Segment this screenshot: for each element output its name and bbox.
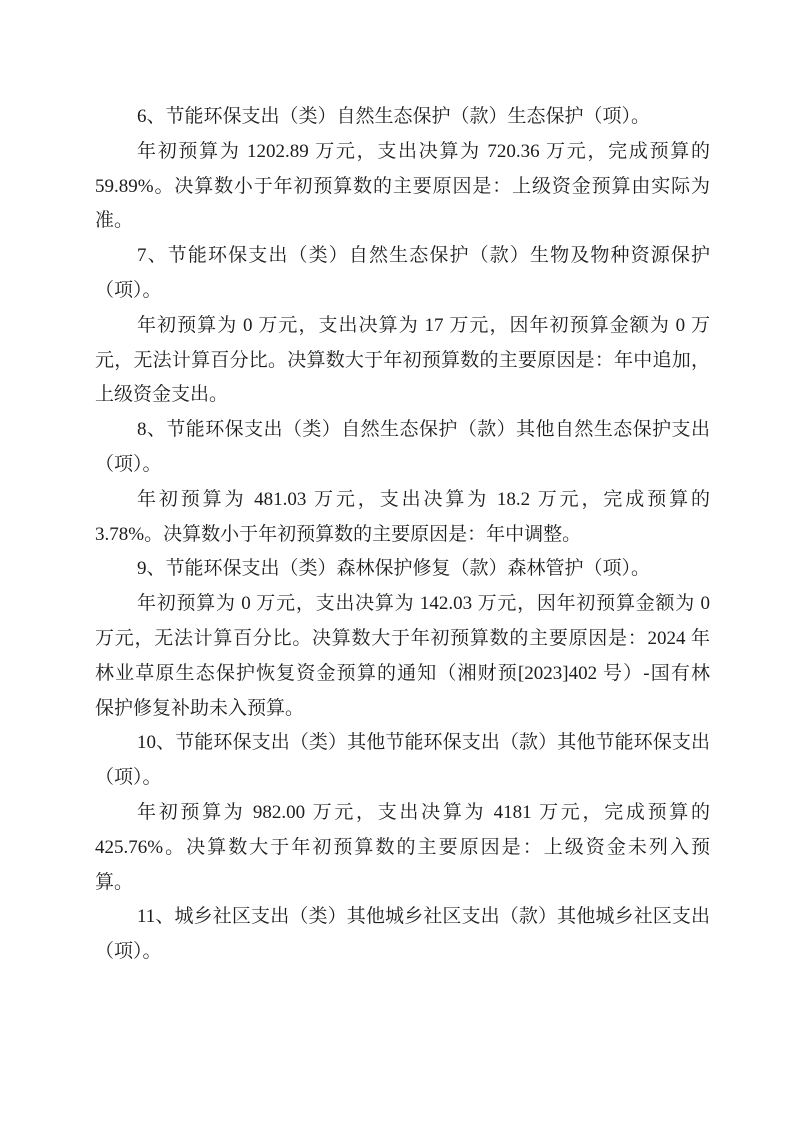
- text-line: 8、节能环保支出（类）自然生态保护（款）其他自然生态保护支出: [137, 419, 710, 441]
- text-line: 年初预算为 0 万元，支出决算为 142.03 万元，因年初预算金额为 0: [137, 593, 710, 615]
- text-line: （项）。: [95, 279, 162, 301]
- item-9-heading: [95, 552, 710, 587]
- text-line: （项）。: [95, 941, 162, 963]
- item-8-body: [95, 483, 710, 553]
- text-line: 6、节能环保支出（类）自然生态保护（款）生态保护（项）。: [137, 106, 651, 127]
- item-6-body: [95, 135, 710, 239]
- text-line: 年初预算为 0 万元，支出决算为 17 万元，因年初预算金额为 0 万: [137, 314, 710, 336]
- text-line: 上级资金支出。: [95, 384, 229, 406]
- text-line: （项）。: [95, 767, 162, 789]
- text-line: 10、节能环保支出（类）其他节能环保支出（款）其他节能环保支出: [137, 732, 710, 754]
- text-line: 年初预算为 481.03 万元，支出决算为 18.2 万元，完成预算的: [137, 488, 710, 510]
- item-10-body: [95, 796, 710, 900]
- text-line: 准。: [95, 210, 134, 232]
- text-line: 425.76%。决算数大于年初预算数的主要原因是：上级资金未列入预: [95, 836, 710, 858]
- text-line: 年初预算为 1202.89 万元，支出决算为 720.36 万元，完成预算的: [137, 140, 710, 162]
- item-9-body: [95, 587, 710, 726]
- item-8-heading: [95, 413, 710, 483]
- text-line: 3.78%。决算数小于年初预算数的主要原因是：年中调整。: [95, 523, 582, 545]
- text-line: 算。: [95, 871, 134, 893]
- text-line: 7、节能环保支出（类）自然生态保护（款）生物及物种资源保护: [137, 245, 710, 267]
- text-line: 59.89%。决算数小于年初预算数的主要原因是：上级资金预算由实际为: [95, 175, 710, 197]
- item-7-body: [95, 309, 710, 413]
- item-7-heading: [95, 239, 710, 309]
- item-10-heading: [95, 726, 710, 796]
- item-6-heading: [95, 100, 710, 135]
- document-content: [95, 100, 710, 970]
- text-line: 元，无法计算百分比。决算数大于年初预算数的主要原因是：年中追加，: [95, 349, 710, 371]
- text-line: 11、城乡社区支出（类）其他城乡社区支出（款）其他城乡社区支出: [137, 906, 710, 928]
- text-line: 林业草原生态保护恢复资金预算的通知（湘财预[2023]402 号）-国有林: [95, 662, 710, 684]
- text-line: 保护修复补助未入预算。: [95, 697, 305, 719]
- text-line: 年初预算为 982.00 万元，支出决算为 4181 万元，完成预算的: [137, 801, 710, 823]
- text-line: 万元，无法计算百分比。决算数大于年初预算数的主要原因是：2024 年: [95, 627, 710, 649]
- text-line: （项）。: [95, 453, 162, 475]
- item-11-heading: [95, 900, 710, 970]
- text-line: 9、节能环保支出（类）森林保护修复（款）森林管护（项）。: [137, 558, 651, 580]
